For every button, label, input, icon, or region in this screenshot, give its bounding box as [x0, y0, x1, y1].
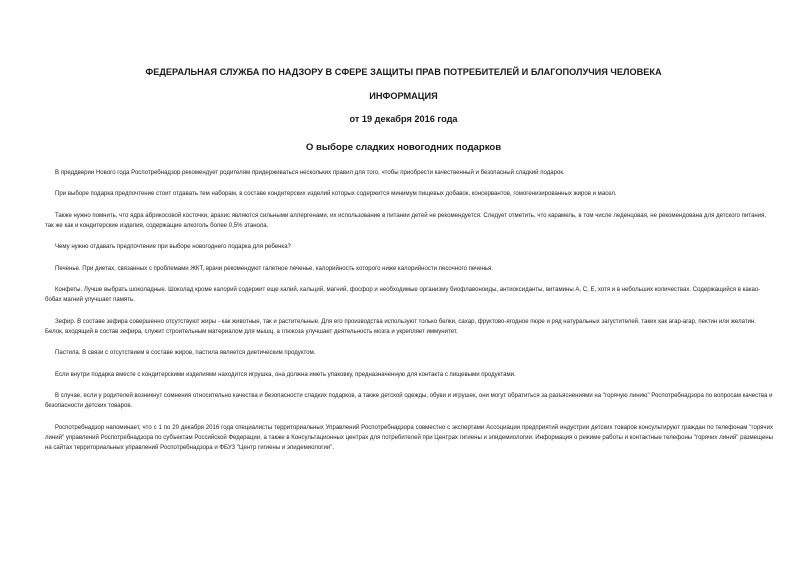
paragraph-question: Чему нужно отдавать предпочтение при выборе новогоднего подарка для ребенка?	[55, 244, 291, 251]
paragraph-cookies: Печенье. При диетах, связанных с проблемами ЖКТ, врачи рекомендуют галетное печенье, калорийность которого ниже калорийности песочного печенья.	[55, 265, 494, 272]
paragraph-toy: Если внутри подарка вместе с кондитерскими изделиями находится игрушка, она должна иметь упаковку, предназначенную для контакта с пищевыми продуктами.	[55, 371, 516, 378]
document-body	[45, 168, 773, 465]
paragraph-hotline: В случае, если у родителей возникнут сомнения относительно качества и безопасности сладких подарков, а также детской одежды, обуви и игрушек, они могут обратиться за разъяснениями на "горячую линию" Роспотребнадзора по вопросам качества и безопасности детских товаров.	[45, 393, 773, 410]
paragraph-marshmallow: Зефир. В составе зефира совершенно отсутствуют жиры - как животные, так и растительные. Для его производства используют только белки, сахар, фруктово-ягодное пюре и ряд натуральных загустителей, таких как агар-агар, пектин или желатин. Белок, входящий в состав зефира, служит строительным материалом для мышц, а глюкоза улучшает деятельность мозга и укрепляет иммунитет.	[45, 318, 756, 335]
paragraph-allergens: Также нужно помнить, что ядра абрикосовой косточки, арахис являются сильными аллергенами, их использование в питании детей не рекомендуется. Следует отметить, что карамель, в том числе леденцовая, не рекомендована для детского питания, так же как и кондитерские изделия, содержащие алкоголь более 0,5% этанола.	[45, 212, 767, 229]
document-type: ИНФОРМАЦИЯ	[369, 91, 438, 101]
document-title: О выборе сладких новогодних подарков	[305, 142, 502, 153]
document-date: от 19 декабря 2016 года	[349, 114, 458, 124]
paragraph-pastila: Пастила. В связи с отсутствием в составе жиров, пастила является диетическим продуктом.	[55, 350, 316, 357]
paragraph-candies: Конфеты. Лучше выбрать шоколадные. Шоколад кроме калорий содержит еще калий, кальций, магний, фосфор и необходимые организму биофлавоноиды, антиоксиданты, витамины A, C, E, хотя и в небольших количествах. Содержащийся в какао-бобах магний улучшает память.	[45, 287, 761, 304]
paragraph-gift-selection: При выборе подарка предпочтение стоит отдавать тем наборам, в составе кондитерских изделий которых содержится минимум пищевых добавок, консервантов, гомогенизированных жиров и масел.	[55, 191, 617, 198]
paragraph-intro: В преддверии Нового года Роспотребнадзор рекомендует родителям придерживаться нескольких правил для того, чтобы приобрести качественный и безопасный сладкий подарок.	[55, 170, 565, 176]
paragraph-reminder: Роспотребнадзор напоминает, что с 1 по 20 декабря 2016 года специалисты территориальных Управлений Роспотребнадзора совместно с экспертами Ассоциации предприятий индустрии детских товаров консультируют граждан по телефонам "горячих линий" управлений Роспотребнадзора по субъектам Российской Федерации, а также в Консультационных центрах для потребителей при Центрах гигиены и эпидемиологии. Информация о режиме работы и контактные телефоны "горячих линий" размещены на сайтах территориальных управлений Роспотребнадзора и ФБУЗ "Центр гигиены и эпидемиологии".	[45, 424, 773, 452]
agency-name: ФЕДЕРАЛЬНАЯ СЛУЖБА ПО НАДЗОРУ В СФЕРЕ ЗАЩИТЫ ПРАВ ПОТРЕБИТЕЛЕЙ И БЛАГОПОЛУЧИЯ ЧЕЛОВЕКА	[145, 67, 662, 77]
